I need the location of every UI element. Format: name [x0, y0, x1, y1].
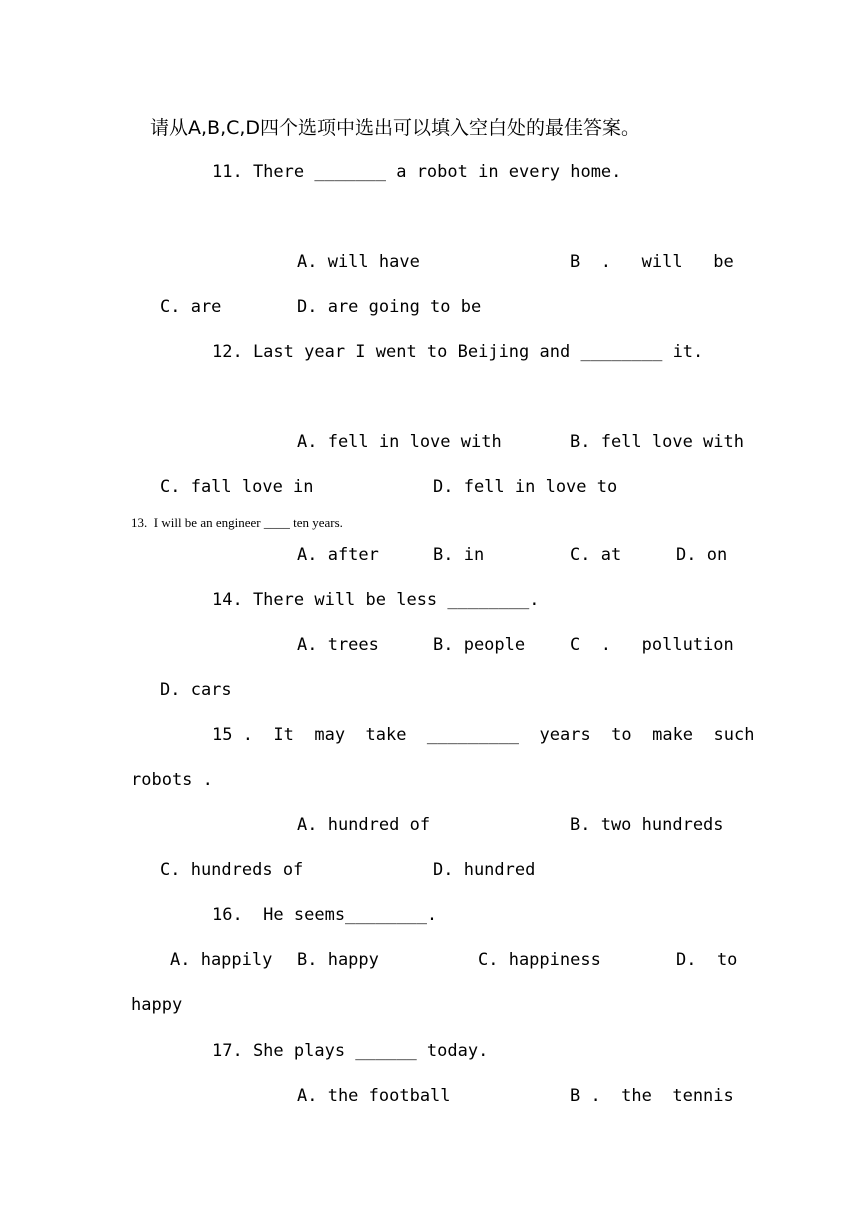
question-17-option-a: A. the football	[297, 1086, 451, 1106]
question-14-option-a: A. trees	[297, 635, 379, 655]
question-11-option-a: A. will have	[297, 252, 420, 272]
question-13-option-a: A. after	[297, 545, 379, 565]
question-11-option-c: C. are	[160, 297, 222, 317]
question-16-option-c: C. happiness	[478, 950, 601, 970]
question-13-stem: 13. I will be an engineer ____ ten years.	[131, 515, 343, 530]
question-12-option-b: B. fell love with	[570, 432, 744, 452]
question-13-option-c: C. at	[570, 545, 622, 565]
question-15-option-a: A. hundred of	[297, 815, 431, 835]
question-12-stem: 12. Last year I went to Beijing and ________ it.	[212, 342, 704, 362]
question-12-option-d: D. fell in love to	[433, 477, 618, 497]
question-16-option-a: A. happily	[170, 950, 273, 970]
question-15-stem: 15 . It may take _________ years to make such	[212, 725, 755, 745]
question-17-stem: 17. She plays ______ today.	[212, 1041, 489, 1061]
question-15-option-c: C. hundreds of	[160, 860, 304, 880]
question-12-option-c: C. fall love in	[160, 477, 314, 497]
question-14-stem: 14. There will be less ________.	[212, 590, 540, 610]
question-16-option-d-continued: happy	[131, 995, 183, 1015]
question-16-option-d: D. to	[676, 950, 738, 970]
question-13-option-b: B. in	[433, 545, 485, 565]
question-16-option-b: B. happy	[297, 950, 379, 970]
question-14-option-b: B. people	[433, 635, 526, 655]
question-15-option-d: D. hundred	[433, 860, 536, 880]
question-16-stem: 16. He seems________.	[212, 905, 438, 925]
question-15-option-b: B. two hundreds	[570, 815, 724, 835]
question-13-option-d: D. on	[676, 545, 728, 565]
instruction-text: 请从A,B,C,D四个选项中选出可以填入空白处的最佳答案。	[150, 117, 641, 139]
question-11-option-b: B . will be	[570, 252, 734, 272]
question-17-option-b: B . the tennis	[570, 1086, 734, 1106]
question-14-option-d: D. cars	[160, 680, 232, 700]
question-11-option-d: D. are going to be	[297, 297, 482, 317]
question-12-option-a: A. fell in love with	[297, 432, 502, 452]
question-11-stem: 11. There _______ a robot in every home.	[212, 162, 622, 182]
question-14-option-c: C . pollution	[570, 635, 734, 655]
question-15-stem-continued: robots .	[131, 770, 213, 790]
